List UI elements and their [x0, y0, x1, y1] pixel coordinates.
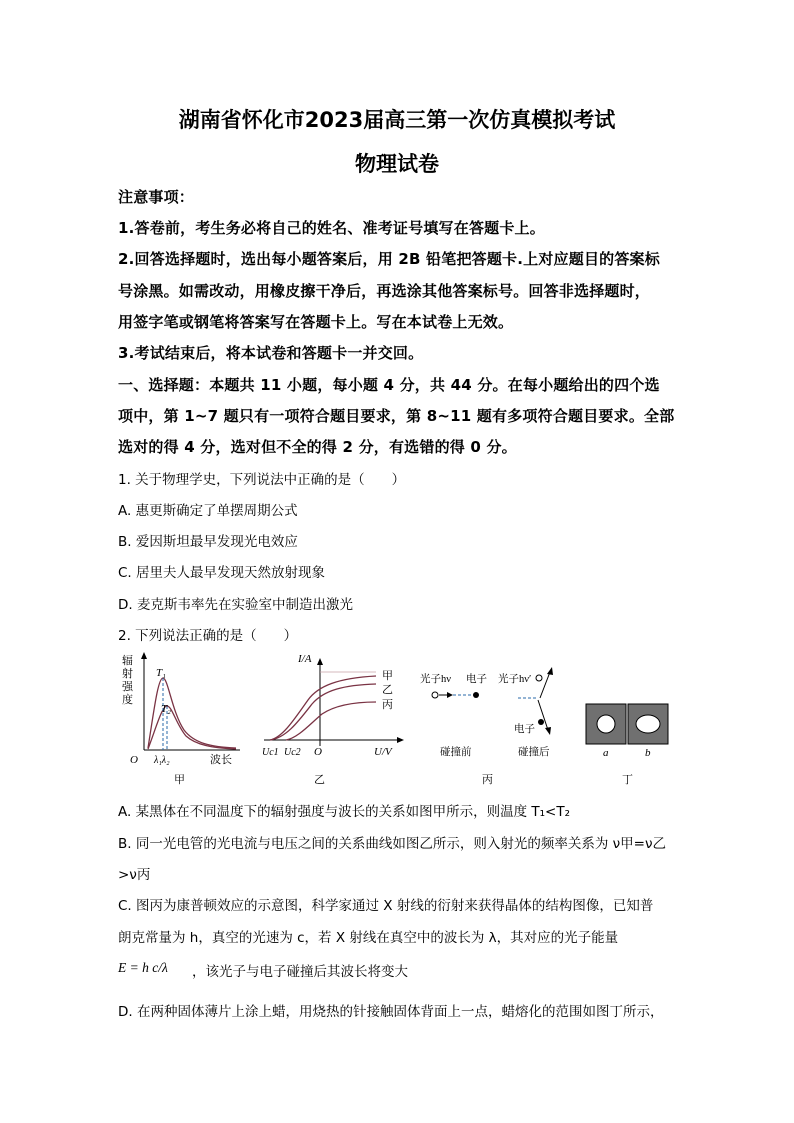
- yi-x-arrow: [397, 737, 404, 743]
- yi-curve-label-yi: 乙: [382, 684, 393, 696]
- question-1-option-d: D. 麦克斯韦率先在实验室中制造出激光: [118, 597, 353, 613]
- notice-item-3: 3.考试结束后，将本试卷和答题卡一并交回。: [118, 344, 424, 362]
- bing-electron-after: [538, 719, 544, 725]
- bing-electron-after-arrowhead: [545, 727, 551, 735]
- section-1-line-3: 选对的得 4 分，选对但不全的得 2 分，有选错的得 0 分。: [118, 438, 517, 456]
- jia-y-arrow: [141, 652, 147, 659]
- jia-ylabel-2: 射: [122, 668, 133, 680]
- ding-label-a: a: [603, 747, 609, 759]
- yi-uc1-label: Uc1: [262, 747, 279, 758]
- yi-curve-label-jia: 甲: [382, 670, 393, 682]
- jia-caption: 甲: [174, 774, 185, 786]
- jia-ylabel-4: 度: [122, 694, 133, 706]
- notice-item-1: 1.答卷前，考生务必将自己的姓名、准考证号填写在答题卡上。: [118, 219, 545, 237]
- yi-curve-bing: [286, 702, 376, 740]
- bing-after-label: 碰撞后: [518, 747, 550, 758]
- bing-photon-label: 光子hν: [420, 674, 451, 685]
- ding-label-b: b: [645, 747, 651, 759]
- question-2-option-c-line-2: 朗克常量为 h，真空的光速为 c，若 X 射线在真空中的波长为 λ，其对应的光子能量: [118, 930, 619, 946]
- yi-x-label: U/V: [374, 746, 392, 758]
- question-2-option-b-line-2: >ν丙: [118, 867, 151, 883]
- exam-title: 湖南省怀化市2023届高三第一次仿真模拟考试: [178, 108, 616, 132]
- yi-curve-yi: [270, 684, 376, 740]
- question-1-option-b: B. 爱因斯坦最早发现光电效应: [118, 534, 298, 550]
- bing-electron-after-path: [538, 700, 548, 730]
- yi-y-label: I/A: [298, 653, 312, 665]
- jia-t2-label: T₂: [161, 703, 171, 715]
- yi-origin: O: [314, 746, 322, 758]
- question-2-option-c-line-3: ，该光子与电子碰撞后其波长将变大: [192, 964, 408, 980]
- question-2-stem: 2. 下列说法正确的是（ ）: [118, 628, 298, 644]
- section-1-line-2: 项中，第 1~7 题只有一项符合题目要求，第 8~11 题有多项符合题目要求。全部: [118, 407, 675, 425]
- bing-photon-arrowhead: [447, 692, 453, 698]
- jia-origin: O: [130, 754, 138, 766]
- question-2-option-b-line-1: B. 同一光电管的光电流与电压之间的关系曲线如图乙所示，则入射光的频率关系为 ν甲=ν乙: [118, 836, 667, 852]
- yi-caption: 乙: [314, 774, 325, 786]
- ding-wax-circle: [597, 715, 615, 733]
- exam-subtitle: 物理试卷: [355, 152, 439, 176]
- question-1-option-c: C. 居里夫人最早发现天然放射现象: [118, 565, 326, 581]
- section-1-line-1: 一、选择题：本题共 11 小题，每小题 4 分，共 44 分。在每小题给出的四个选: [118, 376, 660, 394]
- bing-caption: 丙: [482, 774, 493, 786]
- jia-ylabel-3: 强: [122, 681, 133, 693]
- question-2-option-a: A. 某黑体在不同温度下的辐射强度与波长的关系如图甲所示，则温度 T₁<T₂: [118, 804, 570, 820]
- yi-y-arrow: [317, 658, 323, 665]
- question-1-option-a: A. 惠更斯确定了单摆周期公式: [118, 503, 298, 519]
- jia-x-label: 波长: [210, 754, 232, 766]
- bing-photon-after-label: 光子hν′: [498, 674, 532, 685]
- bing-photon-before: [432, 692, 438, 698]
- figure-ding: [584, 650, 674, 786]
- jia-t1-label: T₁: [156, 667, 166, 679]
- bing-before-label: 碰撞前: [440, 747, 472, 758]
- bing-photon-after: [536, 675, 542, 681]
- question-2-option-c-formula: E = h c/λ: [118, 960, 168, 975]
- jia-ylabel-1: 辐: [122, 655, 133, 667]
- bing-electron-before: [473, 692, 479, 698]
- question-2-option-d-line-1: D. 在两种固体薄片上涂上蜡，用烧热的针接触固体背面上一点，蜡熔化的范围如图丁所示，: [118, 1004, 664, 1020]
- notice-item-2-line-1: 2.回答选择题时，选出每小题答案后，用 2B 铅笔把答题卡.上对应题目的答案标: [118, 250, 660, 268]
- notice-heading: 注意事项：: [118, 188, 195, 206]
- figure-yi: [258, 650, 408, 786]
- bing-photon-after-arrowhead: [547, 667, 553, 675]
- question-1-stem: 1. 关于物理学史，下列说法中正确的是（ ）: [118, 472, 406, 488]
- notice-item-2-line-3: 用签字笔或钢笔将答案写在答题卡上。写在本试卷上无效。: [118, 313, 514, 331]
- jia-lambda-labels: λ₁λ₂: [154, 755, 170, 766]
- bing-electron-after-label: 电子: [514, 724, 535, 735]
- figure-jia: [118, 650, 250, 786]
- ding-caption: 丁: [622, 774, 633, 786]
- ding-wax-ellipse: [636, 715, 660, 733]
- yi-uc2-label: Uc2: [284, 747, 301, 758]
- yi-curve-label-bing: 丙: [382, 699, 393, 711]
- figure-bing: [416, 650, 572, 786]
- bing-electron-label: 电子: [466, 674, 487, 685]
- question-2-option-c-line-1: C. 图丙为康普顿效应的示意图，科学家通过 X 射线的衍射来获得晶体的结构图像，已知普: [118, 898, 654, 914]
- notice-item-2-line-2: 号涂黑。如需改动，用橡皮擦干净后，再选涂其他答案标号。回答非选择题时，: [118, 282, 651, 300]
